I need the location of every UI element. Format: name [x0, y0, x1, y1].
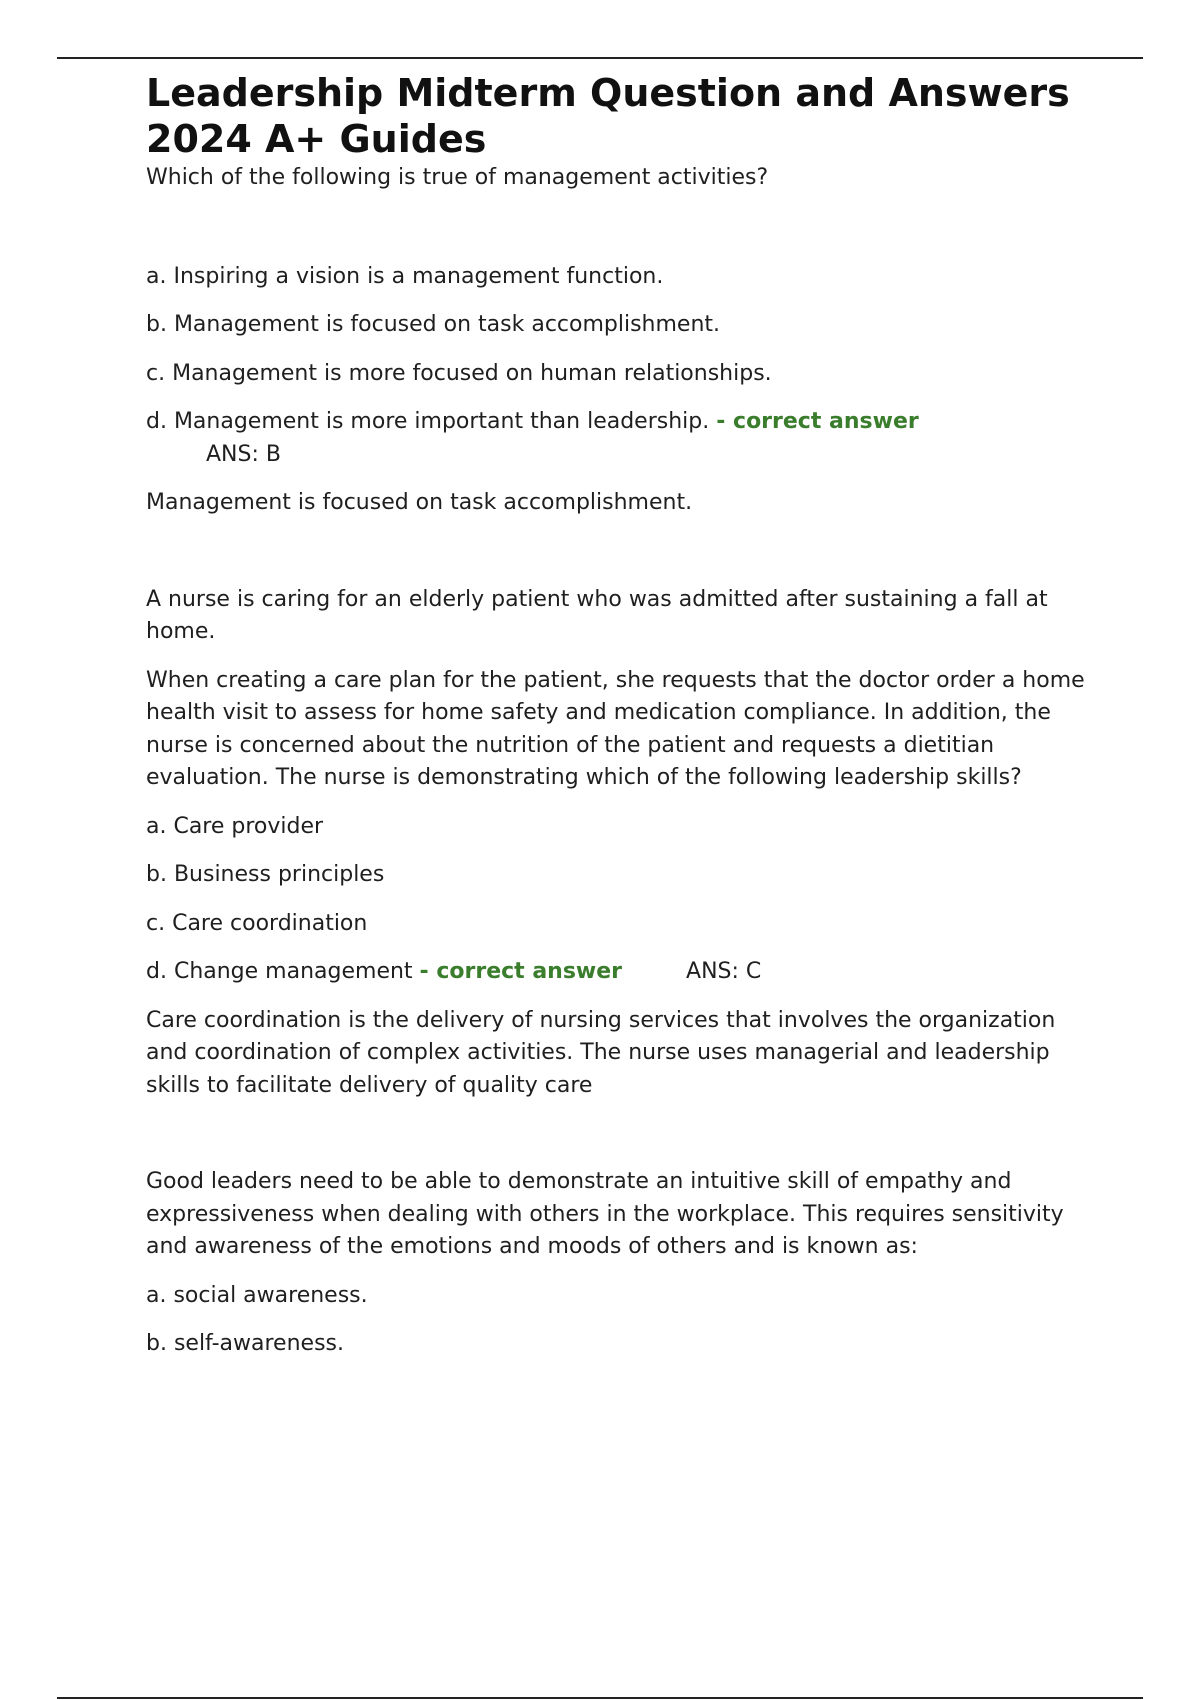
q2-option-d-text: d. Change management [146, 959, 413, 984]
q3-question: Good leaders need to be able to demonstrate an intuitive skill of empathy and expressiveness when dealing with others in the workplace. This requires sensitivity and awareness of the emotions and moods of others and is known as: [146, 1169, 1064, 1259]
q1-option-a: a. Inspiring a vision is a management function. [146, 263, 664, 289]
q1-rationale: Management is focused on task accomplishment. [146, 490, 693, 515]
q2-option-d [146, 956, 1086, 989]
q1-option-d [146, 406, 1086, 439]
q2-option-c: c. Care coordination [146, 910, 368, 936]
document-body [146, 70, 1086, 1361]
q1-correct-label: - correct answer [716, 409, 919, 434]
page-title: Leadership Midterm Question and Answers 2024 A+ Guides [146, 71, 1070, 161]
q1-question: Which of the following is true of management activities? [146, 165, 769, 190]
q3-option-b: b. self-awareness. [146, 1331, 344, 1356]
top-rule [57, 57, 1143, 59]
q2-option-b: b. Business principles [146, 862, 385, 887]
bottom-rule [57, 1697, 1143, 1699]
q2-answer: ANS: C [686, 959, 762, 984]
q1-answer: ANS: B [206, 441, 281, 467]
q1-option-c: c. Management is more focused on human relationships. [146, 360, 772, 386]
q2-correct-label: - correct answer [419, 959, 623, 984]
q1-option-d-text: d. Management is more important than leadership. [146, 409, 710, 434]
q1-option-b: b. Management is focused on task accomplishment. [146, 312, 721, 337]
q2-option-a: a. Care provider [146, 813, 324, 839]
q3-option-a: a. social awareness. [146, 1282, 368, 1308]
q2-stem: A nurse is caring for an elderly patient who was admitted after sustaining a fall at home. [146, 586, 1048, 644]
q2-question: When creating a care plan for the patient, she requests that the doctor order a home health visit to assess for home safety and medication compliance. In addition, the nurse is concerned about the nutrition of the patient and requests a dietitian evaluation. The nurse is demonstrating which of the following leadership skills? [146, 667, 1085, 790]
q2-rationale: Care coordination is the delivery of nursing services that involves the organization and coordination of complex activities. The nurse uses managerial and leadership skills to facilitate delivery of quality care [146, 1007, 1056, 1098]
